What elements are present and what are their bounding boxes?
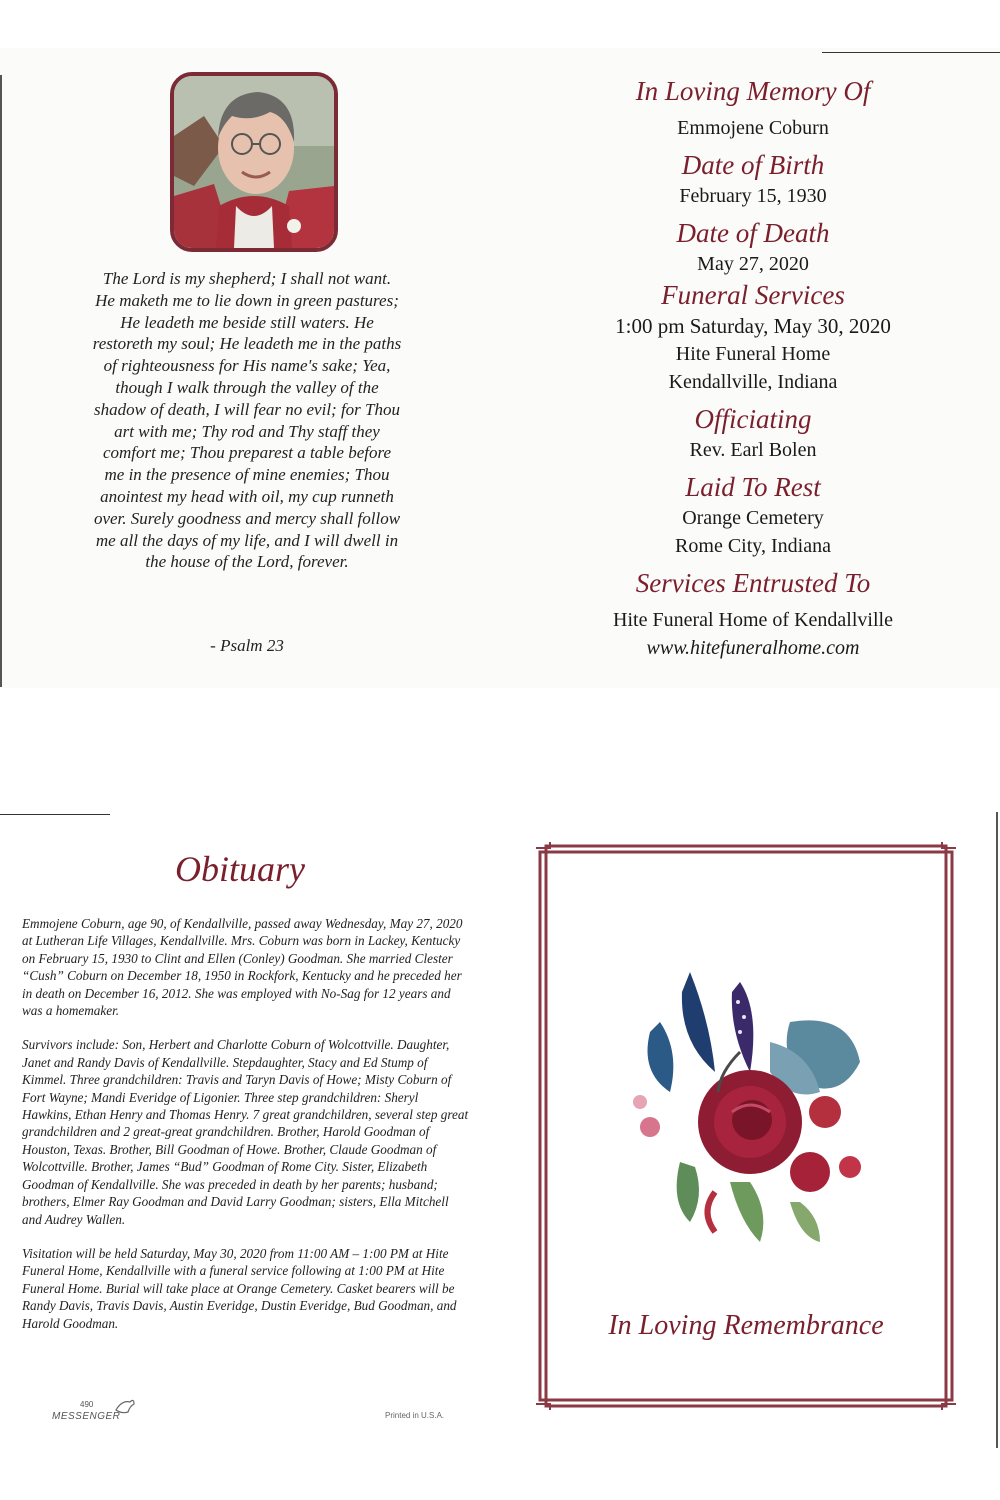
cover-title: In Loving Remembrance — [608, 1310, 884, 1341]
page-left-edge — [0, 75, 2, 687]
services-place: Hite Funeral Home — [675, 343, 831, 365]
birth-heading: Date of Birth — [681, 150, 825, 180]
publisher-number: 490 — [80, 1400, 94, 1409]
page-right-edge — [996, 812, 998, 1448]
obituary-paragraph: Emmojene Coburn, age 90, of Kendallville, passed away Wednesday, May 27, 2020 at Lutheran Life Villages, Kendallville. Mrs. Coburn was born in Lackey, Kentucky on February 15, 1930 to Clint and Ellen (Conley) Goodman. She married Clester “Cush” Coburn on December 18, 1950 in Rockfork, Kentucky and he preceded her in death on December 16, 2012. She was employed with No-Sag for 12 years and was a homemaker. — [22, 916, 463, 1019]
page-edge-line — [822, 52, 1000, 53]
obituary-paragraph: Visitation will be held Saturday, May 30, 2020 from 11:00 AM – 1:00 PM at Hite Funeral Home, Kendallville with a funeral service following at 1:00 PM at Hite Funeral Home. Burial will take place at Orange Cemetery. Casket bearers will be Randy Davis, Travis Davis, Austin Everidge, Dustin Everidge, Bud Goodman, and Harold Goodman. — [22, 1245, 457, 1331]
officiant: Rev. Earl Bolen — [689, 439, 817, 461]
obituary-text — [22, 915, 470, 1349]
psalm-text: The Lord is my shepherd; I shall not want. He maketh me to lie down in green pastures; He leadeth me beside still waters. He restoreth my soul; He leadeth me in the paths of righteousness for His name's sake; Yea, though I walk through the valley of the shadow of death, I will fear no evil; for Thou art with me; Thy rod and Thy staff they comfort me; Thou preparest a table before me in the presence of mine enemies; Thou anointest my head with oil, my cup runneth over. Surely goodness and mercy shall follow me all the days of my life, and I will dwell in the house of the Lord, forever. — [92, 269, 402, 572]
deceased-name: Emmojene Coburn — [677, 117, 829, 139]
publisher-name: MESSENGER — [52, 1411, 121, 1422]
funeral-home: Hite Funeral Home of Kendallville — [613, 609, 893, 631]
psalm-reference: - Psalm 23 — [210, 636, 284, 655]
printed-note: Printed in U.S.A. — [385, 1411, 445, 1420]
obituary-title: Obituary — [175, 849, 305, 889]
entrusted-heading: Services Entrusted To — [635, 568, 871, 598]
portrait-photo — [170, 72, 338, 252]
rest-heading: Laid To Rest — [685, 472, 821, 502]
service-details — [560, 74, 946, 662]
obituary-paragraph: Survivors include: Son, Herbert and Charlotte Coburn of Wolcottville. Daughter, Janet and Randy Davis of Kendallville. Stepdaughter, Stacy and Ed Stump of Kimmel. Three grandchildren: Travis and Taryn Davis of Howe; Misty Coburn of Fort Wayne; Mandi Everidge of Ligonier. Three step grandchildren: Sheryl Hawkins, Ethan Henry and Thomas Henry. 7 great grandchildren, several step great grandchildren and 2 great-great grandchildren. Brother, Harold Goodman of Houston, Texas. Brother, Bill Goodman of Howe. Brother, Claude Goodman of Wolcottville. Brother, James “Bud” Goodman of Rome City. Sister, Elizabeth Goodman of Kendallville. She was preceded in death by her parents; husband; brothers, Elmer Ray Goodman and David Larry Goodman; sisters, Ella Mitchell and Audrey Wallen. — [22, 1037, 469, 1227]
death-date: May 27, 2020 — [697, 253, 809, 275]
birth-date: February 15, 1930 — [679, 185, 827, 207]
officiating-heading: Officiating — [694, 404, 812, 434]
cemetery: Orange Cemetery — [682, 507, 824, 529]
cemetery-city: Rome City, Indiana — [675, 535, 831, 557]
services-time: 1:00 pm Saturday, May 30, 2020 — [615, 314, 891, 338]
services-city: Kendallville, Indiana — [668, 371, 838, 393]
memory-heading: In Loving Memory Of — [635, 76, 871, 106]
website-link[interactable]: www.hitefuneralhome.com — [646, 637, 860, 659]
flower-bouquet-illustration — [620, 962, 870, 1252]
page-edge-line — [0, 814, 110, 815]
services-heading: Funeral Services — [661, 280, 845, 310]
death-heading: Date of Death — [676, 218, 830, 248]
